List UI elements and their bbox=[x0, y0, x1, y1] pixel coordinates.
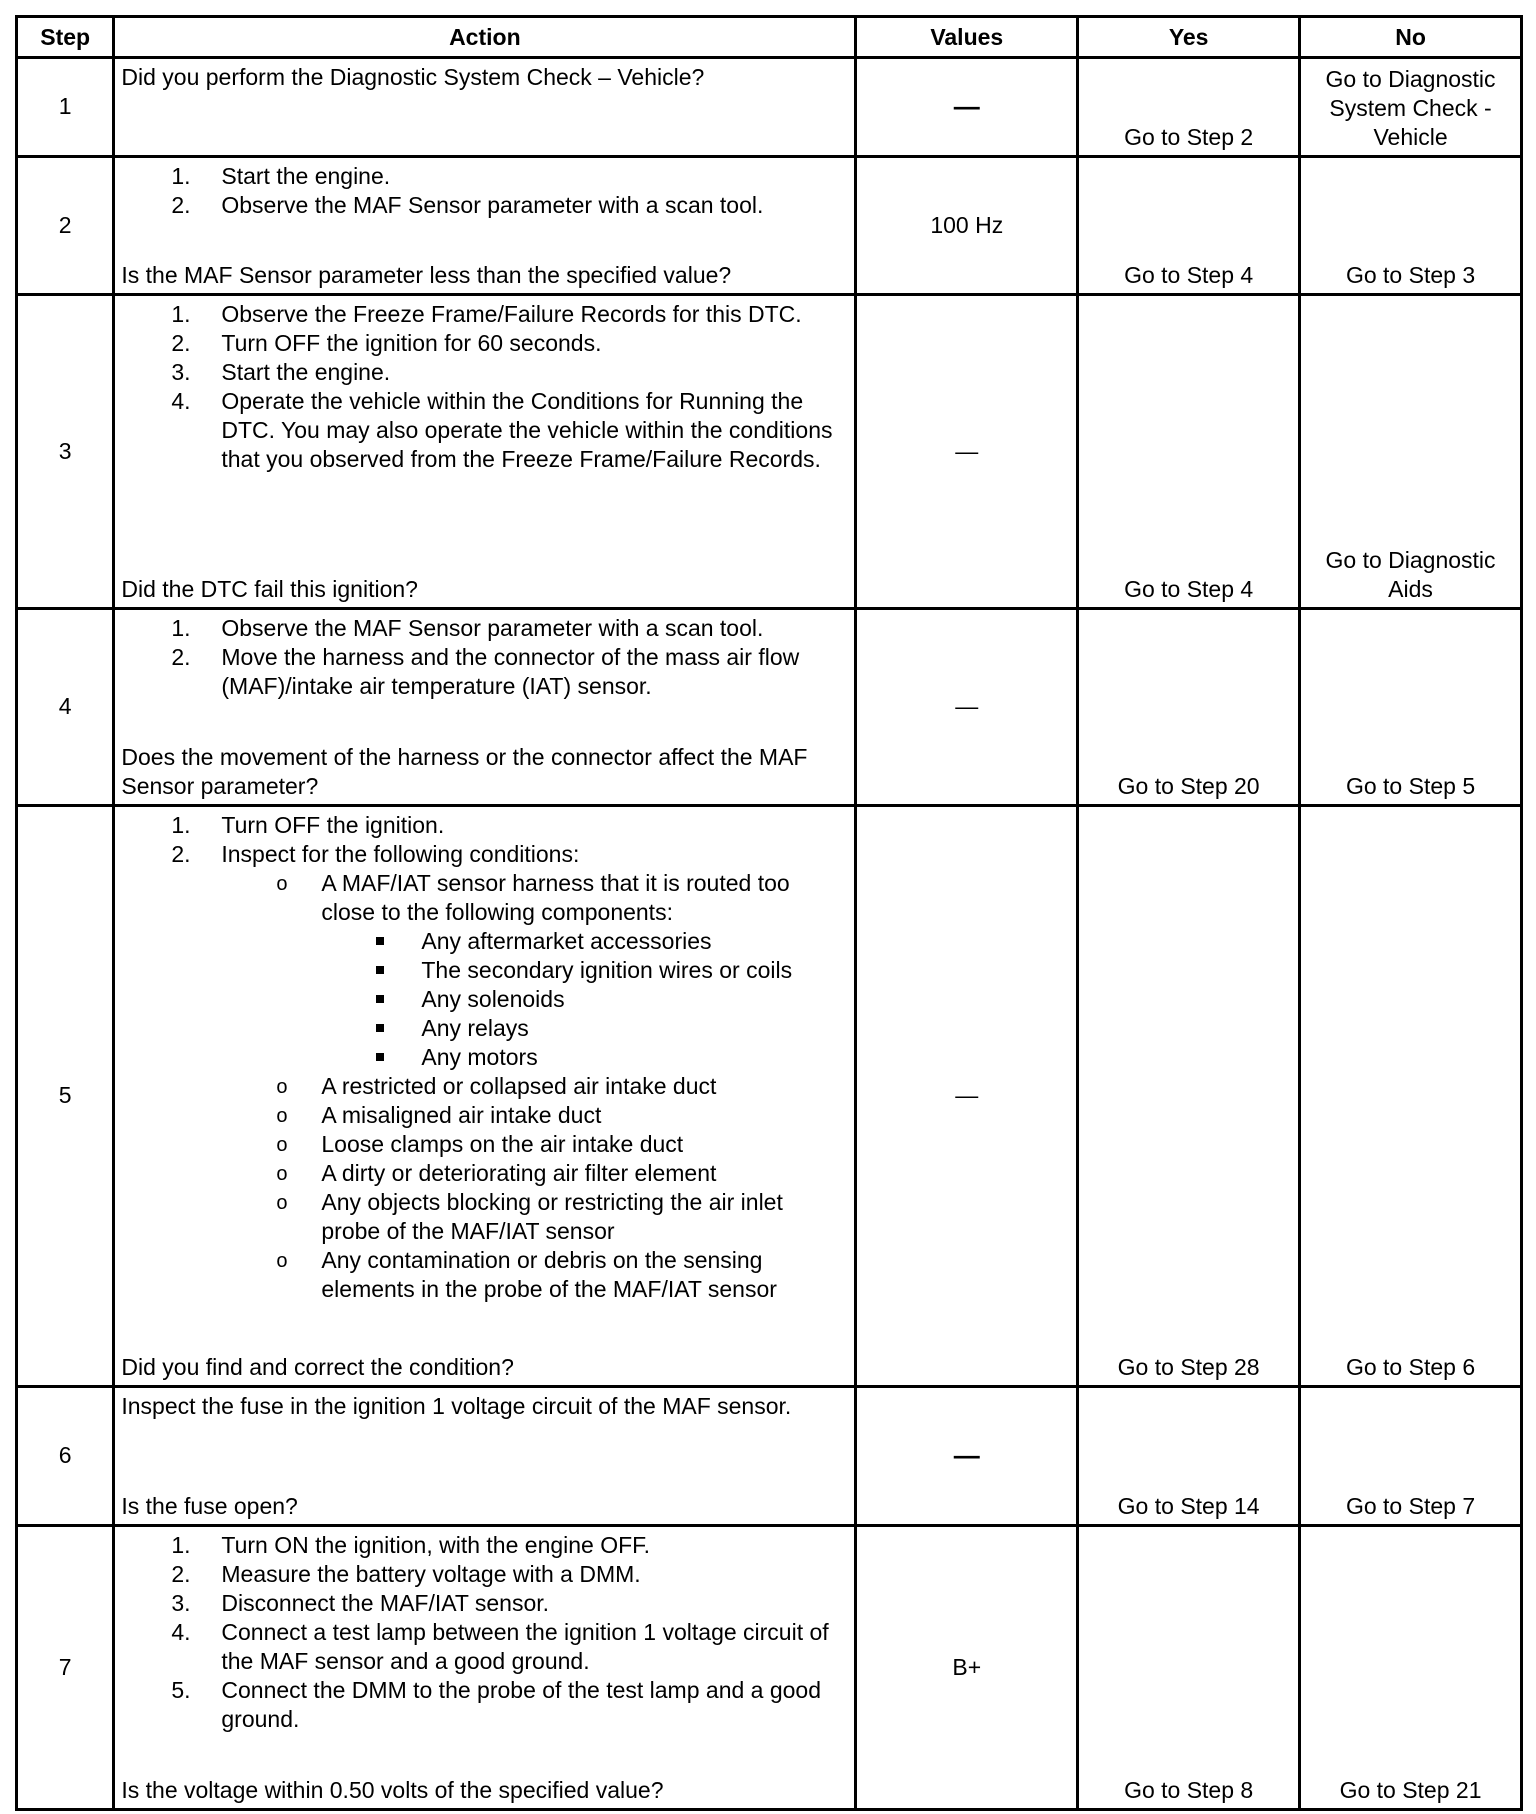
list-item: 2. Inspect for the following conditions: o A MAF/IAT sensor harness that it is routed too close to the following components: Any aftermarket accessories The secondary ignition wires or coils Any solenoids Any relays Any motors o A restricted or collapsed air intake duct o A misaligned air intake duct o Loose clamps on the air intake duct o A dirty or deteriorating air filter element o Any objects blocking or restricting the air inlet probe of the MAF/IAT sensor o Any contamination or debris on the sensing elements in the probe of the MAF/IAT sensor bbox=[121, 840, 846, 1304]
step-list bbox=[121, 614, 846, 701]
yes-cell: Go to Step 28 bbox=[1078, 805, 1300, 1386]
action-cell bbox=[114, 295, 856, 609]
header-row bbox=[17, 17, 1522, 58]
component-item: Any motors bbox=[321, 1043, 846, 1072]
value-cell: — bbox=[856, 805, 1078, 1386]
no-cell: Go to Step 5 bbox=[1300, 608, 1522, 805]
component-list bbox=[321, 927, 846, 1072]
action-cell bbox=[114, 1386, 856, 1525]
step-number: 5 bbox=[17, 805, 114, 1386]
condition-item: o A restricted or collapsed air intake duct bbox=[276, 1072, 717, 1099]
list-item: 3. Disconnect the MAF/IAT sensor. bbox=[171, 1589, 550, 1616]
action-question: Is the fuse open? bbox=[121, 1492, 298, 1519]
component-item: Any relays bbox=[321, 1014, 846, 1043]
no-cell: Go to Diagnostic Aids bbox=[1300, 295, 1522, 609]
condition-item: o Any objects blocking or restricting the air inlet probe of the MAF/IAT sensor bbox=[276, 1188, 783, 1244]
list-item: 2. Observe the MAF Sensor parameter with a scan tool. bbox=[171, 191, 764, 218]
value-cell: — bbox=[856, 1386, 1078, 1525]
step-number: 6 bbox=[17, 1386, 114, 1525]
table-row bbox=[17, 1386, 1522, 1525]
value-cell: 100 Hz bbox=[856, 156, 1078, 295]
header-values: Values bbox=[856, 17, 1078, 58]
condition-item: o A misaligned air intake duct bbox=[276, 1101, 602, 1128]
yes-cell: Go to Step 14 bbox=[1078, 1386, 1300, 1525]
list-item: 1. Observe the MAF Sensor parameter with a scan tool. bbox=[171, 614, 764, 641]
no-cell: Go to Step 7 bbox=[1300, 1386, 1522, 1525]
yes-cell: Go to Step 8 bbox=[1078, 1525, 1300, 1810]
header-step: Step bbox=[17, 17, 114, 58]
action-cell bbox=[114, 156, 856, 295]
component-item: Any aftermarket accessories bbox=[321, 927, 846, 956]
action-cell bbox=[114, 58, 856, 157]
list-item: 2. Measure the battery voltage with a DMM. bbox=[171, 1560, 641, 1587]
table-row bbox=[17, 1525, 1522, 1810]
step-number: 3 bbox=[17, 295, 114, 609]
condition-item: o A MAF/IAT sensor harness that it is routed too close to the following components: Any aftermarket accessories The secondary ignition wires or coils Any solenoids Any relays Any motors bbox=[221, 869, 846, 1072]
step-list bbox=[121, 1531, 846, 1734]
step-number: 1 bbox=[17, 58, 114, 157]
value-cell: — bbox=[856, 58, 1078, 157]
list-item: 1. Start the engine. bbox=[171, 162, 391, 189]
action-cell bbox=[114, 608, 856, 805]
condition-item: o Loose clamps on the air intake duct bbox=[276, 1130, 684, 1157]
action-cell bbox=[114, 805, 856, 1386]
list-item: 3. Start the engine. bbox=[171, 359, 391, 386]
list-item: 2. Turn OFF the ignition for 60 seconds. bbox=[171, 330, 602, 357]
component-item: Any solenoids bbox=[321, 985, 846, 1014]
action-question: Is the voltage within 0.50 volts of the specified value? bbox=[121, 1777, 664, 1803]
action-question: Is the MAF Sensor parameter less than the specified value? bbox=[121, 262, 732, 289]
list-item: 4. Connect a test lamp between the ignition 1 voltage circuit of the MAF sensor and a good ground. bbox=[171, 1618, 829, 1674]
list-item: 5. Connect the DMM to the probe of the test lamp and a good ground. bbox=[171, 1676, 822, 1732]
action-question: Does the movement of the harness or the connector affect the MAF Sensor parameter? bbox=[121, 743, 808, 799]
action-cell bbox=[114, 1525, 856, 1810]
yes-cell: Go to Step 4 bbox=[1078, 295, 1300, 609]
step-number: 2 bbox=[17, 156, 114, 295]
yes-cell: Go to Step 4 bbox=[1078, 156, 1300, 295]
diagnostic-table bbox=[15, 15, 1523, 1811]
value-cell: — bbox=[856, 295, 1078, 609]
no-cell: Go to Step 3 bbox=[1300, 156, 1522, 295]
step-list bbox=[121, 162, 846, 220]
table-row bbox=[17, 805, 1522, 1386]
value-cell: B+ bbox=[856, 1525, 1078, 1810]
value-cell: — bbox=[856, 608, 1078, 805]
header-no: No bbox=[1300, 17, 1522, 58]
yes-cell: Go to Step 20 bbox=[1078, 608, 1300, 805]
action-intro: Did you perform the Diagnostic System Check – Vehicle? bbox=[121, 64, 705, 90]
no-cell: Go to Step 6 bbox=[1300, 805, 1522, 1386]
action-intro: Inspect the fuse in the ignition 1 voltage circuit of the MAF sensor. bbox=[121, 1392, 792, 1419]
no-cell: Go to Diagnostic System Check - Vehicle bbox=[1300, 58, 1522, 157]
table-row bbox=[17, 608, 1522, 805]
header-action: Action bbox=[114, 17, 856, 58]
action-question: Did you find and correct the condition? bbox=[121, 1353, 514, 1380]
list-item: 1. Turn OFF the ignition. bbox=[171, 811, 445, 838]
list-item: 2. Move the harness and the connector of the mass air flow (MAF)/intake air temperature (IAT) sensor. bbox=[171, 643, 800, 699]
list-item: 4. Operate the vehicle within the Conditions for Running the DTC. You may also operate the vehicle within the conditions that you observed from the Freeze Frame/Failure Records. bbox=[171, 388, 833, 473]
action-question: Did the DTC fail this ignition? bbox=[121, 575, 418, 602]
component-item: The secondary ignition wires or coils bbox=[321, 956, 846, 985]
header-yes: Yes bbox=[1078, 17, 1300, 58]
condition-item: o A dirty or deteriorating air filter element bbox=[276, 1159, 717, 1186]
table-row bbox=[17, 295, 1522, 609]
table-row bbox=[17, 58, 1522, 157]
yes-cell: Go to Step 2 bbox=[1078, 58, 1300, 157]
condition-list bbox=[221, 869, 846, 1304]
step-number: 4 bbox=[17, 608, 114, 805]
table-row bbox=[17, 156, 1522, 295]
list-item: 1. Turn ON the ignition, with the engine OFF. bbox=[171, 1531, 651, 1558]
condition-item: o Any contamination or debris on the sensing elements in the probe of the MAF/IAT sensor bbox=[276, 1246, 777, 1302]
list-item: 1. Observe the Freeze Frame/Failure Records for this DTC. bbox=[171, 301, 802, 328]
no-cell: Go to Step 21 bbox=[1300, 1525, 1522, 1810]
step-number: 7 bbox=[17, 1525, 114, 1810]
step-list bbox=[121, 300, 846, 474]
step-list bbox=[121, 811, 846, 1304]
